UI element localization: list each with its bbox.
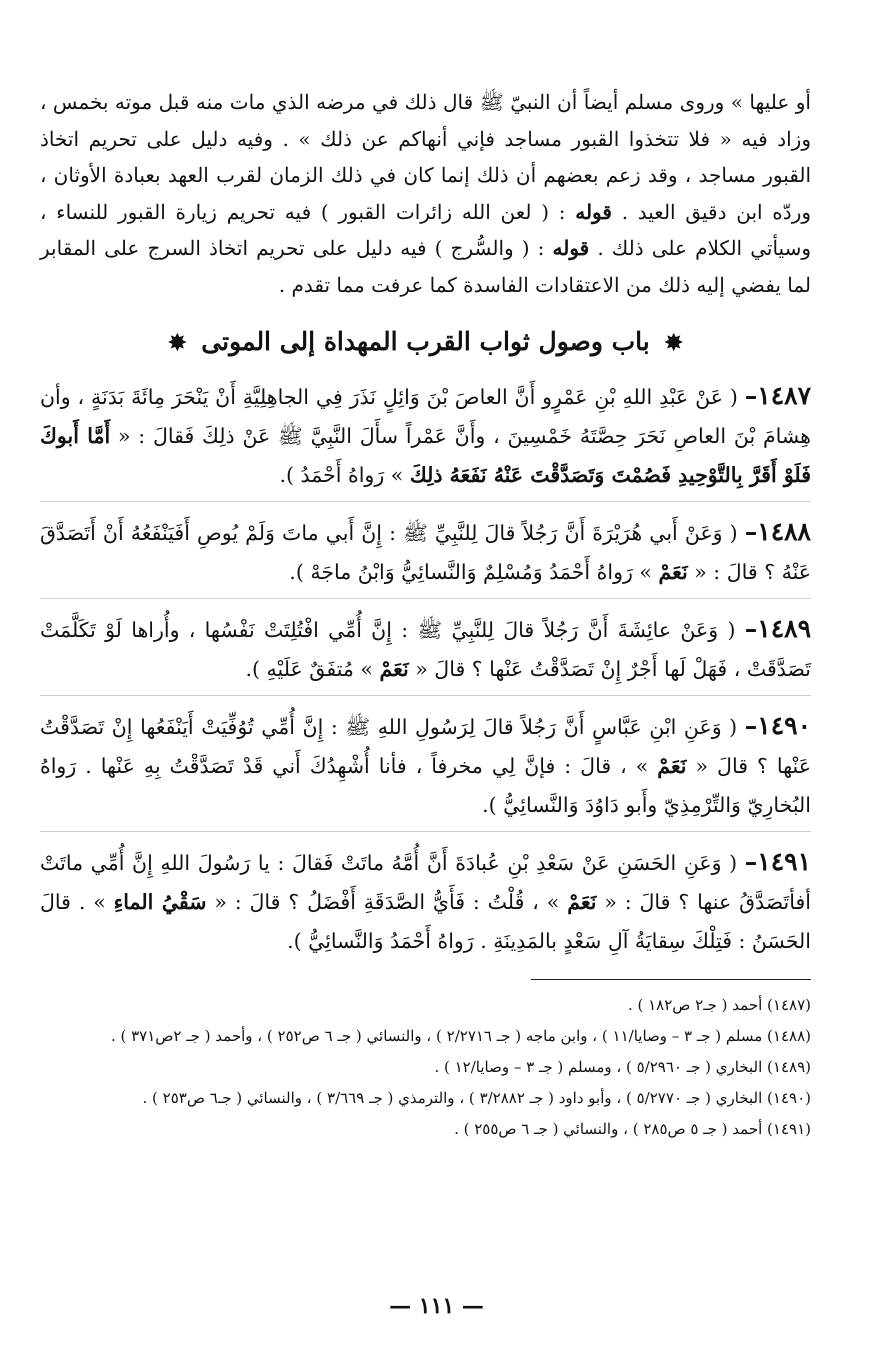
hadith-number: ١٤٨٩– xyxy=(744,614,811,643)
hadith-tail: » رَواهُ أَحْمَدُ ). xyxy=(279,463,404,487)
hadith-mid: » ، قُلْتُ : فَأَيُّ الصَّدَقَةِ أَفْضَلُ ؟ قالَ : « xyxy=(214,890,560,914)
hadith-number: ١٤٨٨– xyxy=(744,517,811,546)
star-ornament-icon: ✸ xyxy=(664,330,683,356)
intro-text-2: : ( لعن الله زائرات القبور ) فيه تحريم زيارة القبور للنساء ، وسيأتي الكلام على ذلك . xyxy=(40,199,811,260)
hadith-quote: نَعَمْ xyxy=(657,754,687,778)
footnote-1487: (١٤٨٧) أحمد ( جـ٢ ص١٨٢ ) . xyxy=(627,996,811,1014)
hadith-quote: نَعَمْ xyxy=(379,657,409,681)
hadith-number: ١٤٩١– xyxy=(744,847,811,876)
hadith-text: ( وَعَنْ عائِشَةَ أَنَّ رَجُلاً قالَ لِلنَّبِيِّ ﷺ : إِنَّ أُمِّي افْتُلِتَتْ نَفْسُها ، وأُراها لَوْ تَكَلَّمَتْ تَصَدَّقَتْ ، فَهَلْ لَها أَجْرٌ إِنْ تَصَدَّقْتُ عَنْها ؟ قالَ « xyxy=(40,618,811,681)
footnote-1491: (١٤٩١) أحمد ( جـ ٥ ص٢٨٥ ) ، والنسائي ( جـ ٦ ص٢٥٥ ) . xyxy=(454,1120,811,1138)
hadith-text: ( وَعَنِ الحَسَنِ عَنْ سَعْدِ بْنِ عُبادَةَ أَنَّ أُمَّهُ ماتَتْ فَقالَ : يا رَسُولَ اللهِ إِنَّ أُمِّي ماتَتْ أفأتَصَدَّقُ عنها ؟ قالَ : « xyxy=(40,851,811,914)
footnote-divider xyxy=(531,979,811,980)
hadith-quote: أَمَّا أَبوكَ فَلَوْ أَقَرَّ بِالتَّوْحِيدِ فَصُمْتَ وَتَصَدَّقْتَ عَنْهُ نَفَعَهُ ذلِكَ xyxy=(40,424,811,487)
hadith-1491 xyxy=(40,842,811,967)
page-content xyxy=(40,84,811,1145)
hadith-number: ١٤٩٠– xyxy=(744,711,811,740)
footnotes xyxy=(40,990,811,1145)
footnote-1489: (١٤٨٩) البخاري ( جـ ٥/٢٩٦٠ ) ، ومسلم ( جـ ٣ – وصايا/١٢ ) . xyxy=(434,1058,811,1076)
hadith-text: ( وَعَنِ ابْنِ عَبَّاسٍ أَنَّ رَجُلاً قالَ لِرَسُولِ اللهِ ﷺ : إِنَّ أُمِّي تُوُفِّيَتْ أَيَنْفَعُها إِنْ تَصَدَّقْتُ عَنْها ؟ قالَ « xyxy=(40,715,811,778)
hadith-1487 xyxy=(40,376,811,502)
hadith-quote: نَعَمْ xyxy=(658,560,688,584)
hadith-1489 xyxy=(40,609,811,696)
hadith-quote-2: سَقْيُ الماءِ xyxy=(113,890,207,914)
hadith-1488 xyxy=(40,512,811,599)
hadith-number: ١٤٨٧– xyxy=(744,381,811,410)
hadith-quote: نَعَمْ xyxy=(567,890,597,914)
hadith-tail: » رَواهُ أَحْمَدُ وَمُسْلِمٌ وَالنَّسائِيُّ وَابْنُ ماجَهْ ). xyxy=(289,560,652,584)
intro-keyword-1: قوله xyxy=(575,199,612,224)
footnote-1490: (١٤٩٠) البخاري ( جـ ٥/٢٧٧٠ ) ، وأبو داود ( جـ ٣/٢٨٨٢ ) ، والترمذي ( جـ ٣/٦٦٩ ) ، والنسائي ( جـ٦ ص٢٥٣ ) . xyxy=(142,1089,811,1107)
intro-text-1: أو عليها » وروى مسلم أيضاً أن النبيّ ﷺ قال ذلك في مرضه الذي مات منه قبل موته بخمس ، وزاد فيه « فلا تتخذوا القبور مساجد فإني أنهاكم عن ذلك » . وفيه دليل على تحريم اتخاذ القبور مساجد ، وقد زعم بعضهم أن ذلك إنما كان في ذلك الزمان لقرب العهد بعبادة الأوثان ، وردّه ابن دقيق العيد . xyxy=(40,90,812,224)
hadith-tail: » مُتفَقٌ عَلَيْهِ ). xyxy=(245,657,373,681)
hadith-text: ( عَنْ عَبْدِ اللهِ بْنِ عَمْرٍو أَنَّ العاصَ بْنَ وَائِلٍ نَذَرَ فِي الجاهِلِيَّةِ أَنْ يَنْحَرَ مِائَةَ بَدَنَةٍ ، وأن هِشامَ بْنَ العاصِ نَحَرَ حِصَّتَهُ خَمْسِينَ ، وأَنَّ عَمْراً سأَلَ النَّبِيَّ ﷺ عَنْ ذلِكَ فَقالَ : « xyxy=(40,385,811,448)
hadith-tail: » ، قالَ : فإنَّ لِي مخرفاً ، فأنا أُشْهِدُكَ أَني قَدْ تَصَدَّقْتُ بِهِ عَنْها . رَواهُ البُخارِيّ وَالتِّرْمِذِيّ وأَبو دَاوُدَ وَالنَّسائِيُّ ). xyxy=(40,754,811,817)
page-number: — ١١١ — xyxy=(389,1293,484,1319)
hadith-tail: » . قالَ الحَسَنُ : فَتِلْكَ سِقايَةُ آلِ سَعْدٍ بالمَدِينَةِ . رَواهُ أَحْمَدُ وَالنَّسائِيُّ ). xyxy=(40,890,811,953)
chapter-title-text: باب وصول ثواب القرب المهداة إلى الموتى xyxy=(201,327,650,356)
intro-keyword-2: قوله xyxy=(552,236,590,260)
intro-text-3: : ( والسُّرج ) فيه دليل على تحريم اتخاذ السرج على المقابر لما يفضي إليه ذلك من الاعتقادات الفاسدة كما عرفت مما تقدم . xyxy=(40,236,811,297)
hadith-1490 xyxy=(40,706,811,832)
star-ornament-icon: ✸ xyxy=(168,330,187,356)
chapter-heading xyxy=(40,325,811,360)
hadith-text: ( وَعَنْ أَبي هُرَيْرَةَ أَنَّ رَجُلاً قالَ لِلنَّبِيِّ ﷺ : إِنَّ أَبي ماتَ وَلَمْ يُوصِ أَفَيَنْفَعُهُ أَنْ أَتَصَدَّقَ عَنْهُ ؟ قالَ : « xyxy=(40,521,811,584)
intro-paragraph xyxy=(40,84,811,303)
footnote-1488: (١٤٨٨) مسلم ( جـ ٣ – وصايا/١١ ) ، وابن ماجه ( جـ ٢/٢٧١٦ ) ، والنسائي ( جـ ٦ ص٢٥٢ ) ، وأحمد ( جـ ٢ص٣٧١ ) . xyxy=(110,1027,811,1045)
